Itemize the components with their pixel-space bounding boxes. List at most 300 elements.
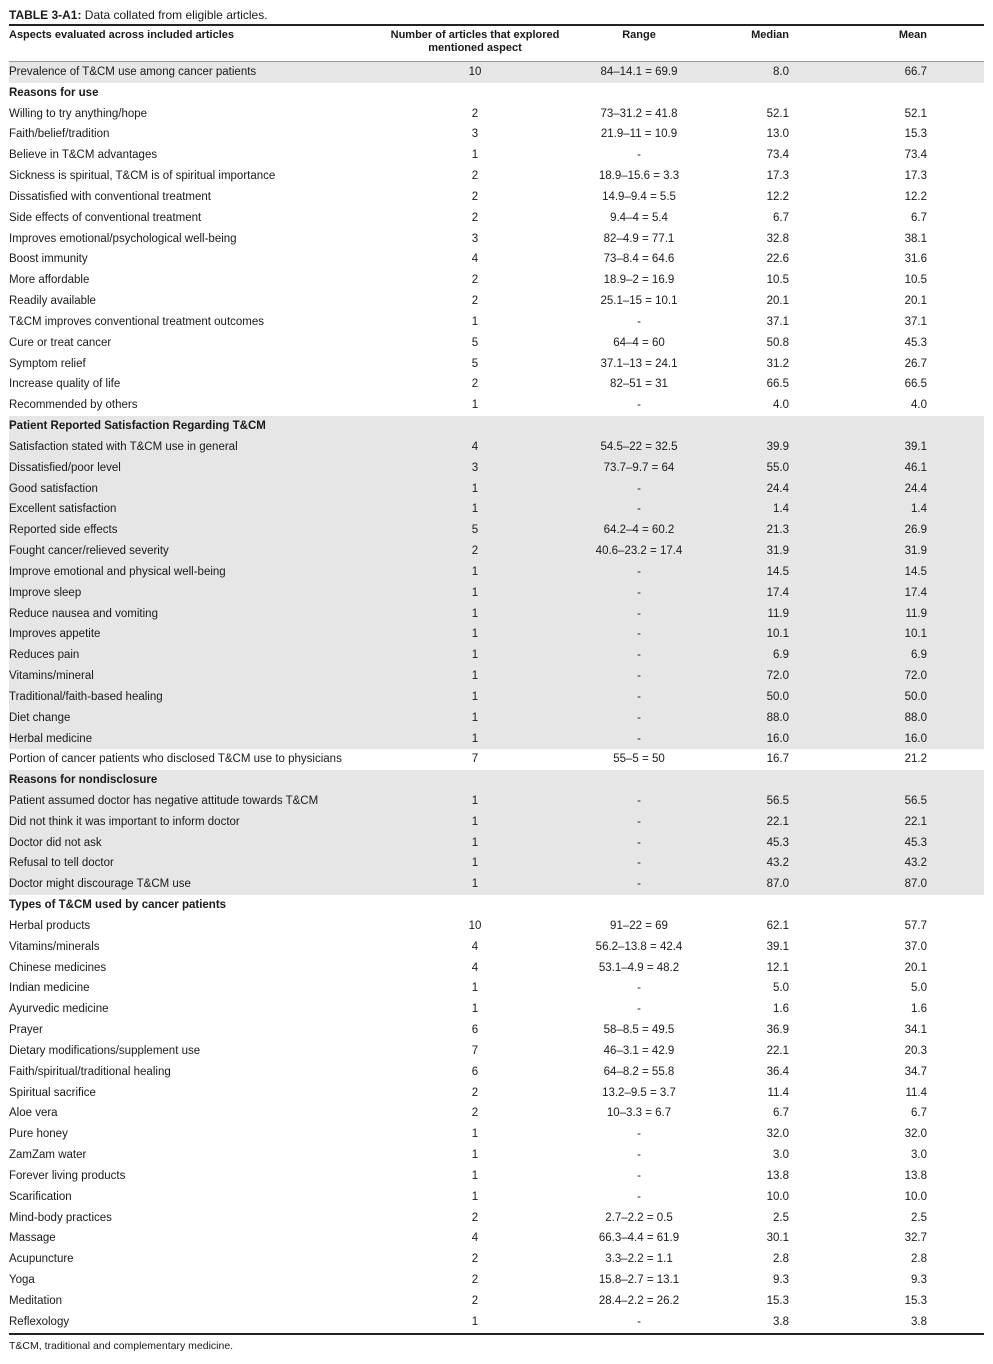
cell-mean: 88.0 (904, 711, 927, 724)
cell-aspect: Reasons for use (9, 86, 99, 99)
cell-aspect: Believe in T&CM advantages (9, 149, 158, 162)
cell-median: 55.0 (766, 461, 789, 474)
cell-median: 43.2 (766, 857, 789, 870)
cell-median: 50.0 (766, 690, 789, 703)
cell-aspect: Reduces pain (9, 649, 80, 662)
cell-median: 30.1 (766, 1232, 789, 1245)
cell-mean: 73.4 (904, 149, 927, 162)
cell-mean: 45.3 (904, 836, 927, 849)
cell-count: 7 (471, 753, 479, 766)
cell-count: 1 (471, 1169, 479, 1182)
cell-aspect: Patient assumed doctor has negative attitude towards T&CM (9, 794, 319, 807)
cell-range: - (637, 690, 641, 703)
table-row (9, 624, 984, 645)
cell-count: 1 (471, 836, 479, 849)
cell-range: 53.1–4.9 = 48.2 (598, 961, 680, 974)
cell-median: 11.9 (767, 607, 789, 620)
table-row (9, 479, 984, 500)
cell-aspect: Reasons for nondisclosure (9, 774, 158, 787)
table-row (9, 520, 984, 541)
section-header-row (9, 895, 984, 916)
cell-aspect: Fought cancer/relieved severity (9, 545, 169, 558)
table-row (9, 1062, 984, 1083)
table-row (9, 1103, 984, 1124)
table-row (9, 1187, 984, 1208)
cell-range: - (637, 1003, 641, 1016)
cell-range: - (637, 857, 641, 870)
cell-count: 1 (471, 1315, 479, 1328)
cell-mean: 66.7 (904, 66, 927, 78)
cell-mean: 56.5 (904, 794, 927, 807)
cell-aspect: Willing to try anything/hope (9, 107, 148, 120)
cell-aspect: Improve sleep (9, 586, 82, 599)
cell-median: 2.8 (773, 1253, 789, 1266)
cell-median: 24.4 (766, 482, 789, 495)
table-row (9, 541, 984, 562)
cell-median: 16.0 (766, 732, 789, 745)
table-row (9, 1083, 984, 1104)
cell-mean: 12.2 (904, 190, 927, 203)
cell-count: 1 (471, 732, 479, 745)
cell-aspect: Prayer (9, 1024, 43, 1037)
cell-count: 2 (471, 295, 479, 308)
header-aspect: Aspects evaluated across included articles (9, 29, 234, 41)
cell-range: - (637, 482, 641, 495)
cell-count: 1 (471, 315, 479, 328)
cell-median: 39.1 (766, 940, 789, 953)
cell-mean: 46.1 (904, 461, 927, 474)
cell-count: 5 (471, 357, 479, 370)
cell-mean: 45.3 (904, 336, 927, 349)
cell-aspect: Portion of cancer patients who disclosed T&CM use to physicians (9, 753, 342, 766)
cell-median: 12.1 (766, 961, 789, 974)
cell-aspect: Yoga (9, 1274, 35, 1287)
cell-mean: 37.1 (904, 315, 927, 328)
cell-range: 54.5–22 = 32.5 (600, 440, 678, 453)
cell-count: 1 (471, 628, 479, 641)
cell-range: 28.4–2.2 = 26.2 (598, 1294, 680, 1307)
cell-range: - (637, 399, 641, 412)
cell-mean: 20.3 (904, 1044, 927, 1057)
cell-median: 2.5 (773, 1211, 789, 1224)
cell-count: 1 (471, 857, 479, 870)
cell-mean: 20.1 (904, 961, 927, 974)
table-row (9, 853, 984, 874)
cell-count: 1 (471, 607, 479, 620)
cell-range: 64–8.2 = 55.8 (603, 1065, 675, 1078)
cell-range: 37.1–13 = 24.1 (600, 357, 678, 370)
cell-mean: 52.1 (904, 107, 927, 120)
cell-count: 1 (471, 1003, 479, 1016)
cell-aspect: Symptom relief (9, 357, 86, 370)
cell-aspect: Faith/spiritual/traditional healing (9, 1065, 171, 1078)
cell-count: 5 (471, 524, 479, 537)
cell-range: 15.8–2.7 = 13.1 (598, 1274, 680, 1287)
cell-range: - (637, 1190, 641, 1203)
cell-count: 1 (471, 482, 479, 495)
cell-count: 2 (471, 107, 479, 120)
cell-count: 1 (471, 878, 479, 891)
table-row (9, 562, 984, 583)
cell-count: 10 (468, 66, 482, 78)
table-row (9, 229, 984, 250)
cell-median: 62.1 (766, 919, 789, 932)
cell-aspect: Reduce nausea and vomiting (9, 607, 158, 620)
cell-aspect: Prevalence of T&CM use among cancer patients (9, 66, 257, 78)
header-range: Range (622, 29, 656, 41)
cell-aspect: Recommended by others (9, 399, 138, 412)
cell-median: 22.1 (766, 815, 789, 828)
cell-count: 1 (471, 565, 479, 578)
table-row (9, 187, 984, 208)
cell-count: 3 (471, 461, 479, 474)
cell-count: 2 (471, 1107, 479, 1120)
cell-mean: 1.4 (911, 503, 927, 516)
cell-range: 18.9–15.6 = 3.3 (598, 170, 680, 183)
cell-range: 2.7–2.2 = 0.5 (605, 1211, 673, 1224)
cell-mean: 2.8 (911, 1253, 927, 1266)
cell-median: 20.1 (766, 295, 789, 308)
cell-range: - (637, 982, 641, 995)
cell-count: 4 (471, 1232, 479, 1245)
cell-range: - (637, 711, 641, 724)
cell-median: 6.7 (773, 211, 789, 224)
cell-mean: 34.7 (904, 1065, 927, 1078)
cell-range: 58–8.5 = 49.5 (603, 1024, 675, 1037)
cell-range: - (637, 586, 641, 599)
cell-range: - (637, 670, 641, 683)
cell-aspect: Herbal medicine (9, 732, 93, 745)
cell-range: - (637, 607, 641, 620)
table-row (9, 1041, 984, 1062)
table-row (9, 62, 984, 83)
table-row (9, 208, 984, 229)
cell-median: 16.7 (766, 753, 789, 766)
cell-mean: 22.1 (904, 815, 927, 828)
cell-aspect: Indian medicine (9, 982, 90, 995)
cell-aspect: Dissatisfied/poor level (9, 461, 121, 474)
cell-count: 1 (471, 1128, 479, 1141)
table-row (9, 687, 984, 708)
section-header-row (9, 83, 984, 104)
table-row (9, 1020, 984, 1041)
cell-range: - (637, 1128, 641, 1141)
cell-median: 8.0 (773, 66, 789, 78)
cell-mean: 14.5 (904, 565, 927, 578)
cell-count: 1 (471, 982, 479, 995)
cell-mean: 20.1 (904, 295, 927, 308)
cell-aspect: Scarification (9, 1190, 72, 1203)
cell-aspect: Reported side effects (9, 524, 118, 537)
cell-aspect: Forever living products (9, 1169, 126, 1182)
cell-aspect: Improves emotional/psychological well-being (9, 232, 237, 245)
header-median: Median (751, 29, 789, 41)
cell-mean: 26.9 (904, 524, 927, 537)
cell-count: 2 (471, 1253, 479, 1266)
cell-range: 73–8.4 = 64.6 (603, 253, 675, 266)
cell-median: 1.6 (773, 1003, 789, 1016)
cell-aspect: Herbal products (9, 919, 91, 932)
cell-range: 66.3–4.4 = 61.9 (598, 1232, 680, 1245)
cell-median: 3.8 (773, 1315, 789, 1328)
cell-count: 1 (471, 1149, 479, 1162)
table-row (9, 604, 984, 625)
cell-range: 9.4–4 = 5.4 (610, 211, 668, 224)
cell-count: 1 (471, 815, 479, 828)
table-row (9, 749, 984, 770)
cell-count: 1 (471, 794, 479, 807)
table-row (9, 437, 984, 458)
cell-aspect: Reflexology (9, 1315, 70, 1328)
cell-median: 39.9 (766, 440, 789, 453)
table-row (9, 291, 984, 312)
cell-count: 4 (471, 961, 479, 974)
cell-mean: 5.0 (911, 982, 927, 995)
cell-range: 10–3.3 = 6.7 (606, 1107, 672, 1120)
cell-aspect: Traditional/faith-based healing (9, 690, 163, 703)
cell-range: 64–4 = 60 (613, 336, 665, 349)
cell-median: 36.9 (766, 1024, 789, 1037)
cell-count: 3 (471, 128, 479, 141)
cell-mean: 6.7 (911, 1107, 927, 1120)
table-row (9, 1208, 984, 1229)
table-row (9, 270, 984, 291)
cell-mean: 9.3 (911, 1274, 927, 1287)
cell-median: 10.1 (766, 628, 789, 641)
table-row (9, 395, 984, 416)
table-row (9, 166, 984, 187)
cell-count: 1 (471, 690, 479, 703)
table-footnote: T&CM, traditional and complementary medicine. (9, 1340, 234, 1352)
table-row (9, 1145, 984, 1166)
table-row (9, 645, 984, 666)
table-row (9, 978, 984, 999)
cell-median: 21.3 (766, 524, 789, 537)
cell-mean: 3.8 (911, 1315, 927, 1328)
table-row (9, 833, 984, 854)
cell-range: 46–3.1 = 42.9 (603, 1044, 675, 1057)
cell-aspect: More affordable (9, 274, 90, 287)
cell-median: 4.0 (773, 399, 789, 412)
table-row (9, 729, 984, 750)
cell-mean: 11.4 (905, 1086, 927, 1099)
table-row (9, 145, 984, 166)
table-row (9, 666, 984, 687)
table-row (9, 1166, 984, 1187)
cell-aspect: Good satisfaction (9, 482, 98, 495)
cell-range: - (637, 1315, 641, 1328)
cell-range: - (637, 565, 641, 578)
cell-range: 18.9–2 = 16.9 (603, 274, 675, 287)
cell-mean: 10.0 (904, 1190, 927, 1203)
cell-aspect: Mind-body practices (9, 1211, 112, 1224)
cell-median: 73.4 (766, 149, 789, 162)
cell-count: 2 (471, 170, 479, 183)
cell-mean: 37.0 (904, 940, 927, 953)
table-row (9, 374, 984, 395)
table-row (9, 354, 984, 375)
cell-range: - (637, 628, 641, 641)
cell-aspect: Side effects of conventional treatment (9, 211, 202, 224)
caption-text: Data collated from eligible articles. (81, 8, 268, 22)
cell-range: 56.2–13.8 = 42.4 (595, 940, 683, 953)
cell-aspect: Patient Reported Satisfaction Regarding T&CM (9, 420, 266, 433)
cell-range: 84–14.1 = 69.9 (600, 66, 678, 78)
table-row (9, 1312, 984, 1333)
cell-aspect: Sickness is spiritual, T&CM is of spiritual importance (9, 170, 276, 183)
cell-count: 1 (471, 711, 479, 724)
table-row (9, 999, 984, 1020)
cell-aspect: Improves appetite (9, 628, 101, 641)
cell-mean: 11.9 (905, 607, 927, 620)
cell-range: 25.1–15 = 10.1 (600, 295, 678, 308)
cell-count: 1 (471, 670, 479, 683)
cell-mean: 21.2 (904, 753, 927, 766)
cell-count: 2 (471, 1294, 479, 1307)
cell-count: 2 (471, 378, 479, 391)
cell-median: 56.5 (766, 794, 789, 807)
cell-count: 2 (471, 190, 479, 203)
cell-count: 2 (471, 1086, 479, 1099)
cell-mean: 10.5 (904, 274, 927, 287)
cell-range: 14.9–9.4 = 5.5 (602, 190, 676, 203)
cell-median: 22.1 (766, 1044, 789, 1057)
cell-range: 82–51 = 31 (610, 378, 668, 391)
cell-median: 31.2 (766, 357, 789, 370)
table-row (9, 124, 984, 145)
cell-range: - (637, 315, 641, 328)
cell-median: 5.0 (773, 982, 789, 995)
cell-mean: 26.7 (904, 357, 927, 370)
table-row (9, 499, 984, 520)
cell-median: 88.0 (766, 711, 789, 724)
cell-aspect: Faith/belief/tradition (9, 128, 110, 141)
cell-aspect: Doctor might discourage T&CM use (9, 878, 191, 891)
cell-aspect: Spiritual sacrifice (9, 1086, 96, 1099)
cell-aspect: Doctor did not ask (9, 836, 102, 849)
table-row (9, 1228, 984, 1249)
cell-aspect: Refusal to tell doctor (9, 857, 114, 870)
cell-mean: 2.5 (911, 1211, 927, 1224)
cell-median: 32.8 (766, 232, 789, 245)
cell-aspect: Chinese medicines (9, 961, 107, 974)
cell-range: 82–4.9 = 77.1 (603, 232, 675, 245)
cell-range: - (637, 1169, 641, 1182)
cell-median: 15.3 (766, 1294, 789, 1307)
cell-mean: 66.5 (904, 378, 927, 391)
cell-mean: 6.9 (911, 649, 927, 662)
cell-aspect: Acupuncture (9, 1253, 74, 1266)
bottom-rule (9, 1333, 984, 1335)
cell-range: 40.6–23.2 = 17.4 (595, 545, 683, 558)
table-row (9, 1124, 984, 1145)
cell-range: 13.2–9.5 = 3.7 (602, 1086, 676, 1099)
table-row (9, 791, 984, 812)
cell-mean: 34.1 (904, 1024, 927, 1037)
cell-count: 4 (471, 440, 479, 453)
cell-range: - (637, 878, 641, 891)
cell-mean: 15.3 (904, 1294, 927, 1307)
cell-aspect: Cure or treat cancer (9, 336, 112, 349)
cell-range: - (637, 149, 641, 162)
cell-median: 31.9 (766, 545, 789, 558)
cell-median: 50.8 (766, 336, 789, 349)
header-mean: Mean (898, 29, 927, 41)
cell-median: 17.3 (766, 170, 789, 183)
cell-count: 6 (471, 1065, 479, 1078)
cell-range: 3.3–2.2 = 1.1 (605, 1253, 673, 1266)
table-row (9, 104, 984, 125)
cell-range: 64.2–4 = 60.2 (603, 524, 675, 537)
cell-aspect: T&CM improves conventional treatment outcomes (9, 315, 265, 328)
header-count: Number of articles that explored mentioned aspect (390, 29, 560, 54)
cell-mean: 17.3 (904, 170, 927, 183)
cell-aspect: Dissatisfied with conventional treatment (9, 190, 211, 203)
top-rule (9, 24, 984, 26)
cell-mean: 17.4 (904, 586, 927, 599)
cell-range: - (637, 732, 641, 745)
cell-mean: 6.7 (911, 211, 927, 224)
cell-count: 1 (471, 149, 479, 162)
cell-count: 5 (471, 336, 479, 349)
section-header-row (9, 770, 984, 791)
cell-median: 45.3 (766, 836, 789, 849)
cell-range: 21.9–11 = 10.9 (600, 128, 678, 141)
table-row (9, 1291, 984, 1312)
table-row (9, 874, 984, 895)
cell-count: 4 (471, 253, 479, 266)
table-row (9, 458, 984, 479)
cell-aspect: Ayurvedic medicine (9, 1003, 109, 1016)
cell-range: 73.7–9.7 = 64 (603, 461, 675, 474)
table-row (9, 937, 984, 958)
cell-median: 9.3 (773, 1274, 789, 1287)
cell-count: 4 (471, 940, 479, 953)
cell-median: 22.6 (766, 253, 789, 266)
cell-median: 10.5 (766, 274, 789, 287)
table-body (9, 62, 984, 1333)
table-row (9, 333, 984, 354)
cell-aspect: Types of T&CM used by cancer patients (9, 899, 227, 912)
cell-median: 87.0 (766, 878, 789, 891)
cell-mean: 50.0 (904, 690, 927, 703)
cell-mean: 13.8 (904, 1169, 927, 1182)
cell-median: 52.1 (766, 107, 789, 120)
cell-aspect: Vitamins/minerals (9, 940, 100, 953)
cell-aspect: Boost immunity (9, 253, 88, 266)
table-row (9, 1270, 984, 1291)
cell-range: - (637, 1149, 641, 1162)
cell-mean: 16.0 (904, 732, 927, 745)
cell-aspect: Did not think it was important to inform doctor (9, 815, 240, 828)
caption-label: TABLE 3-A1: (9, 8, 82, 22)
cell-range: - (637, 503, 641, 516)
cell-aspect: Aloe vera (9, 1107, 58, 1120)
cell-median: 36.4 (766, 1065, 789, 1078)
cell-count: 2 (471, 1211, 479, 1224)
cell-aspect: Massage (9, 1232, 56, 1245)
cell-count: 1 (471, 399, 479, 412)
cell-mean: 43.2 (904, 857, 927, 870)
cell-range: 55–5 = 50 (613, 753, 665, 766)
cell-aspect: Vitamins/mineral (9, 670, 94, 683)
cell-mean: 4.0 (911, 399, 927, 412)
cell-count: 3 (471, 232, 479, 245)
cell-median: 72.0 (766, 670, 789, 683)
cell-median: 32.0 (766, 1128, 789, 1141)
cell-mean: 87.0 (904, 878, 927, 891)
cell-range: - (637, 836, 641, 849)
